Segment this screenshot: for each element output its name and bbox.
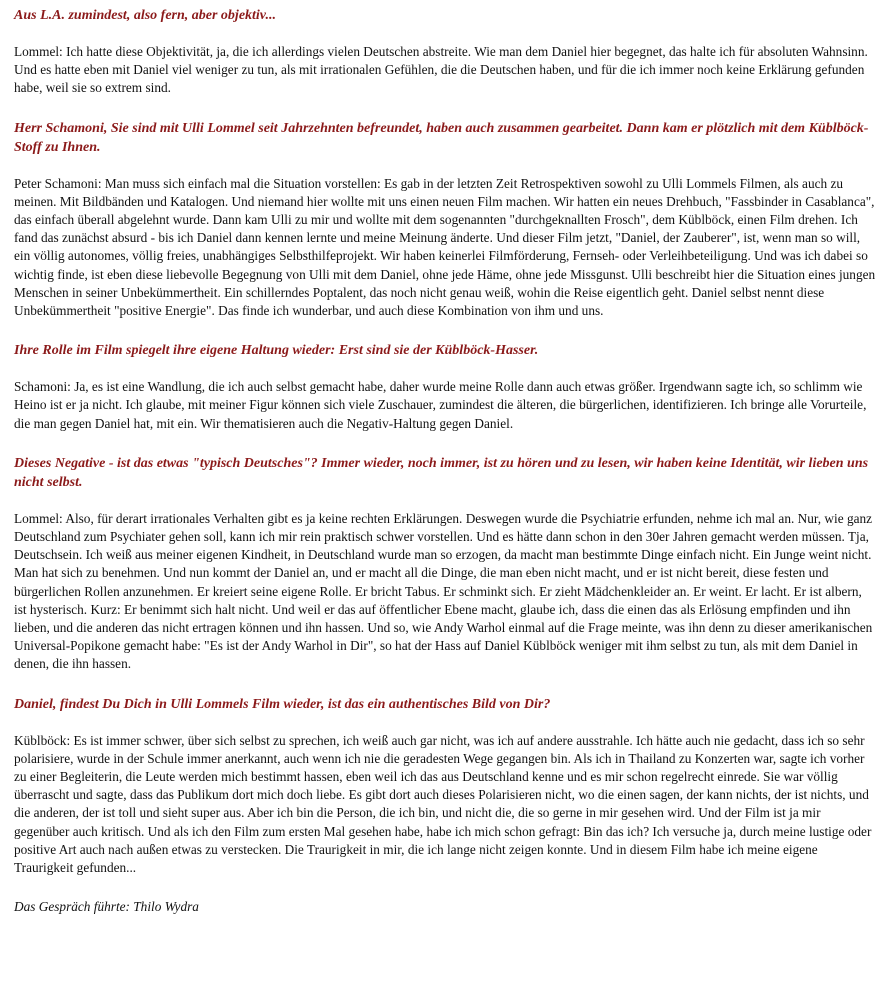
interview-question: Aus L.A. zumindest, also fern, aber objektiv... (14, 8, 277, 23)
interview-question: Daniel, findest Du Dich in Ulli Lommels Film wieder, ist das ein authentisches Bild von Dir? (14, 696, 551, 712)
interview-answer: Peter Schamoni: Man muss sich einfach mal die Situation vorstellen: Es gab in der letzten Zeit Retrospektiven sowohl zu Ulli Lommels Filmen, als auch zu meinen. Mit Bildbänden und Katalogen. Und niemand hier wollte mit uns einen neuen Film machen. Wir hatten ein neues Drehbuch, "Fassbinder in Casablanca", das einfach überall abgelehnt wurde. Dann kam Ulli zu mir und wollte mit dem sogenannten "durchgeknallten Frosch", dem Küblböck, einen Film drehen. Ich fand das zunächst absurd - bis ich Daniel dann kennen lernte und meine Meinung änderte. Und dieser Film jetzt, "Daniel, der Zauberer", ist, wenn man so will, ein völlig autonomes, völlig freies, unabhängiges Selbsthilfeprojekt. Wir haben keinerlei Filmförderung, Fernseh- oder Verleihbeteiligung. Und was ich dabei so wichtig finde, ist eben diese liebevolle Begegnung von Ulli mit dem Daniel, ohne jede Häme, ohne jede Missgunst. Ulli beschreibt hier die Situation eines jungen Menschen in seiner Unbekümmertheit. Ein schillerndes Poptalent, das noch nicht genau weiß, wohin die Reise eigentlich geht. Daniel selbst nennt diese Unbekümmertheit "positive Energie". Das finde ich wunderbar, und auch diese Kombination von ihm und uns. (14, 175, 876, 319)
interview-question: Herr Schamoni, Sie sind mit Ulli Lommel seit Jahrzehnten befreundet, haben auch zusammen gearbeitet. Dann kam er plötzlich mit dem Küblböck-Stoff zu Ihnen. (14, 120, 869, 155)
interview-answer: Lommel: Also, für derart irrationales Verhalten gibt es ja keine rechten Erklärungen. Deswegen wurde die Psychiatrie erfunden, nehme ich mal an. Nur, wie ganz Deutschland zum Psychiater gehen soll, kann ich mir rein praktisch schwer vorstellen. Und es hätte dann schon in den 30er Jahren gemacht werden müssen. Tja, Deutschsein. Ich weiß aus meiner eigenen Kindheit, in Deutschland wurde man so erzogen, da macht man bestimmte Dinge einfach nicht. Ein Junge weint nicht. Man hat sich zu benehmen. Und nun kommt der Daniel an, und er macht all die Dinge, die man eben nicht macht, und er ist nicht bereit, diese festen und bürgerlichen Rollen anzunehmen. Er kreiert seine eigene Rolle. Er bricht Tabus. Er schminkt sich. Er zieht Mädchenkleider an. Er weint. Er lacht. Er ist albern, ist hysterisch. Kurz: Er benimmt sich halt nicht. Und weil er das auf öffentlicher Ebene macht, glaube ich, dass die einen das als Erlösung empfinden und ihn lieben, und die anderen das nicht ertragen können und ihn hassen. Und so, wie Andy Warhol einmal auf die Frage meinte, was ihn denn zu dieser amerikanischen Universal-Popikone gemacht habe: "Es ist der Andy Warhol in Dir", so hat der Hass auf Daniel Küblböck weniger mit ihm selbst zu tun, als mit dem Daniel in denen, die ihn hassen. (14, 510, 873, 672)
interview-answer: Schamoni: Ja, es ist eine Wandlung, die ich auch selbst gemacht habe, daher wurde meine Rolle dann auch etwas größer. Irgendwann sagte ich, so schlimm wie Heino ist er ja nicht. Ich glaube, mit meiner Figur können sich viele Zuschauer, zumindest die älteren, die bürgerlichen, identifizieren. Ich bringe alle Vorurteile, die man gegen Daniel hat, mit ein. Wir thematisieren auch die Negativ-Haltung gegen Daniel. (14, 379, 867, 431)
interview-question: Dieses Negative - ist das etwas "typisch Deutsches"? Immer wieder, noch immer, ist zu hören und zu lesen, wir haben keine Identität, wir lieben uns nicht selbst. (14, 455, 869, 490)
interview-question: Ihre Rolle im Film spiegelt ihre eigene Haltung wieder: Erst sind sie der Küblböck-Hasser. (14, 343, 539, 359)
interview-credit: Das Gespräch führte: Thilo Wydra (14, 899, 199, 915)
interview-answer: Lommel: Ich hatte diese Objektivität, ja, die ich allerdings vielen Deutschen abstreite. Wie man dem Daniel hier begegnet, das halte ich für absoluten Wahnsinn. Und es hatte eben mit Daniel viel weniger zu tun, als mit irrationalen Gefühlen, die die Deutschen haben, und für die ich immer noch keine Erklärung gefunden habe, weil sie so extrem sind. (14, 44, 868, 96)
interview-answer: Küblböck: Es ist immer schwer, über sich selbst zu sprechen, ich weiß auch gar nicht, was ich auf andere ausstrahle. Ich hätte auch nie gedacht, dass ich so sehr polarisiere, wurde in der Schule immer anerkannt, auch wenn ich nie die geradesten Wege gegangen bin. Als ich in Thailand zu Konzerten war, sagte ich vorher zu einer Begleiterin, die Leute werden mich bestimmt hassen, eben weil ich das aus Deutschland kenne und es mir schon regelrecht einrede. Sie war völlig überrascht und sagte, dass das Publikum dort mich doch liebe. Es gibt dort auch dieses Polarisieren nicht, wo die einen sagen, der kann nichts, der ist nichts, und die anderen, der ist toll und sieht super aus. Aber ich bin die Person, die ich bin, und nicht die, die so gerne in mir gesehen wird. Und der Film ist ja mir gegenüber auch kritisch. Und als ich den Film zum ersten Mal gesehen habe, habe ich mich schon gefragt: Bin das ich? Ich versuche ja, durch meine lustige oder positive Art auch nach außen etwas zu verstecken. Die Traurigkeit in mir, die ich lange nicht zeigen konnte. Und in diesem Film habe ich meine eigene Traurigkeit gefunden... (14, 732, 872, 876)
